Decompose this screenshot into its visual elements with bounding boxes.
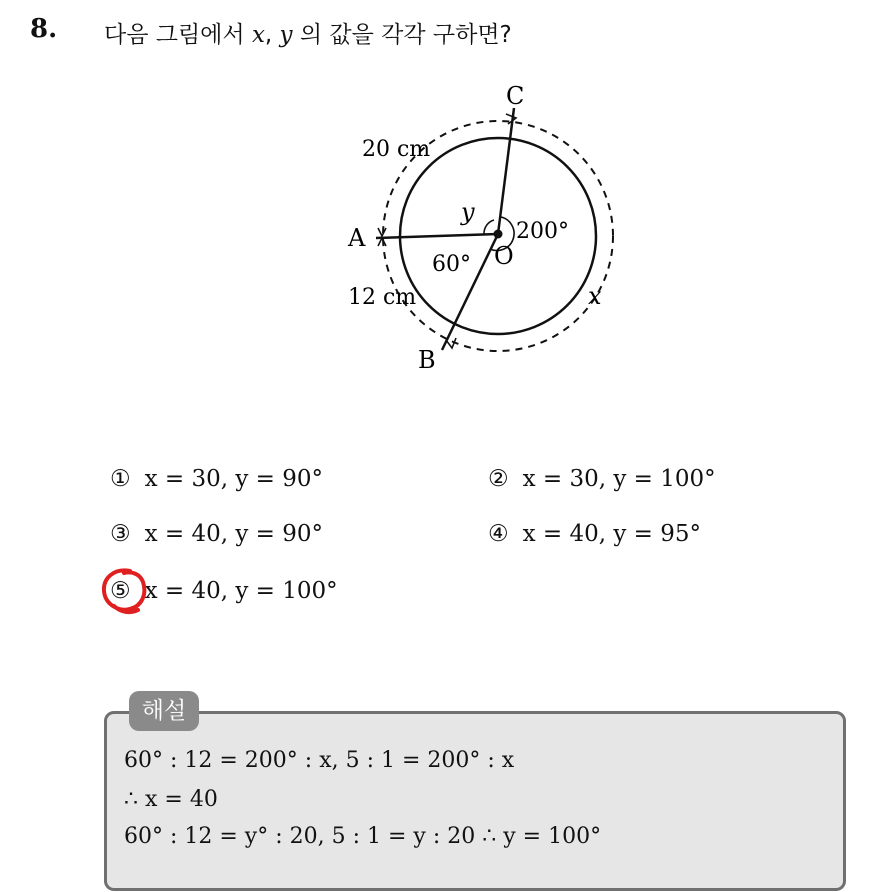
solution-line-1: 60° : 12 = 200° : x, 5 : 1 = 200° : x [124,748,515,773]
choice-1[interactable] [110,466,323,492]
solution-tab: 해설 [129,691,199,731]
choice-3-text: x = 40, y = 90° [144,521,324,547]
label-angle-200: 200° [516,219,569,244]
arrow-c [506,114,516,124]
label-angle-60: 60° [432,252,471,277]
choice-3[interactable] [110,521,323,547]
solution-line-2: ∴ x = 40 [124,787,218,812]
question-number: 8. [30,14,58,44]
radius-oc [498,108,514,234]
choice-3-mark: ③ [110,521,131,547]
label-b: B [418,346,436,374]
question-text-prefix: 다음 그림에서 [104,22,252,48]
question-text-suffix: 의 값을 각각 구하면? [292,22,512,48]
choice-4[interactable] [488,521,701,547]
variable-x: x [251,22,265,48]
question-text [104,16,512,49]
label-y: y [461,198,475,226]
choice-4-mark: ④ [488,521,509,547]
label-arc-12: 12 cm [348,285,417,310]
solution-line-3: 60° : 12 = y° : 20, 5 : 1 = y : 20 ∴ y = 100° [124,824,602,849]
label-x: x [588,282,602,310]
choice-1-text: x = 30, y = 90° [144,466,324,492]
choice-5-text: x = 40, y = 100° [144,578,338,604]
answer-circle-stroke [104,570,144,612]
label-a: A [348,224,366,252]
choice-5-mark: ⑤ [110,578,131,604]
variable-y: y [279,22,293,48]
choice-2[interactable] [488,466,716,492]
choice-4-text: x = 40, y = 95° [522,521,702,547]
label-arc-20: 20 cm [362,137,431,162]
answer-circle-mark [100,566,152,616]
angle-arc-small [484,220,494,234]
choice-2-text: x = 30, y = 100° [522,466,716,492]
question-comma: , [264,22,280,48]
radius-oa [376,234,498,238]
choice-2-mark: ② [488,466,509,492]
circle-diagram [330,78,630,378]
center-point [494,230,503,239]
label-o: O [494,242,514,270]
choice-1-mark: ① [110,466,131,492]
label-c: C [506,82,525,110]
